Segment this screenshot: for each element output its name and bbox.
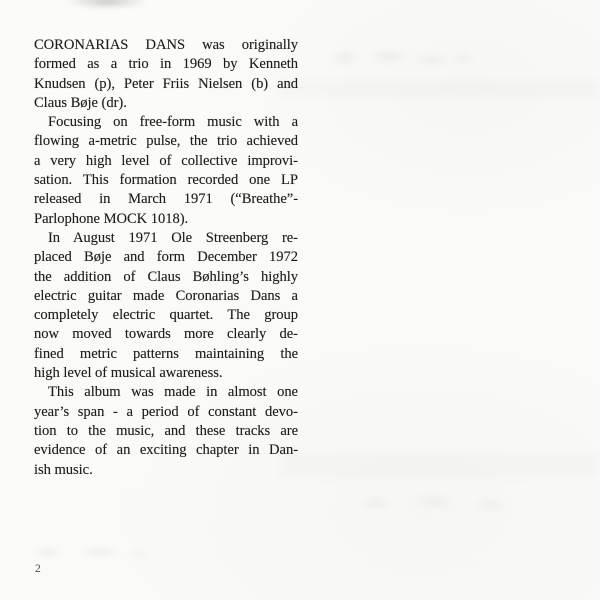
text-line: placed Bøje and form December 1972 (34, 249, 298, 266)
page-number: 2 (35, 563, 41, 575)
text-line: the addition of Claus Bøhling’s highly (34, 268, 298, 285)
text-line: Focusing on free-form music with a (48, 114, 298, 131)
text-line: CORONARIAS DANS was originally (34, 37, 298, 53)
text-line: completely electric quartet. The group (34, 307, 298, 324)
text-line: now moved towards more clearly de- (34, 326, 298, 343)
text-line: fined metric patterns maintaining the (34, 345, 298, 362)
liner-notes-text (34, 36, 298, 480)
text-line: sation. This formation recorded one LP (34, 172, 298, 189)
showthrough-ghost-bottom-left (26, 543, 148, 563)
text-line: Claus Bøje (dr). (34, 94, 127, 111)
text-line: electric guitar made Coronarias Dans a (34, 287, 298, 304)
text-line: formed as a trio in 1969 by Kenneth (34, 56, 298, 73)
text-line: tion to the music, and these tracks are (34, 422, 298, 439)
text-line: flowing a-metric pulse, the trio achieved (34, 133, 298, 150)
text-line: Knudsen (p), Peter Friis Nielsen (b) and (34, 75, 298, 92)
text-line: evidence of an exciting chapter in Dan- (34, 442, 298, 459)
scanner-edge-smudge (68, 0, 146, 9)
text-line: year’s span - a period of constant devo- (34, 403, 298, 420)
showthrough-ghost-mid-right (350, 486, 525, 520)
text-line: released in March 1971 (“Breathe”- (34, 191, 298, 208)
scan-shade-band (280, 452, 600, 478)
text-line: high level of musical awareness. (34, 365, 223, 382)
showthrough-ghost-top-right (328, 42, 473, 74)
text-line: a very high level of collective improvi- (34, 152, 298, 169)
scan-shade-band (280, 80, 600, 98)
text-line: This album was made in almost one (48, 384, 298, 401)
text-line: In August 1971 Ole Streenberg re- (48, 229, 298, 246)
text-line: ish music. (34, 461, 93, 478)
text-line: Parlophone MOCK 1018). (34, 210, 189, 227)
